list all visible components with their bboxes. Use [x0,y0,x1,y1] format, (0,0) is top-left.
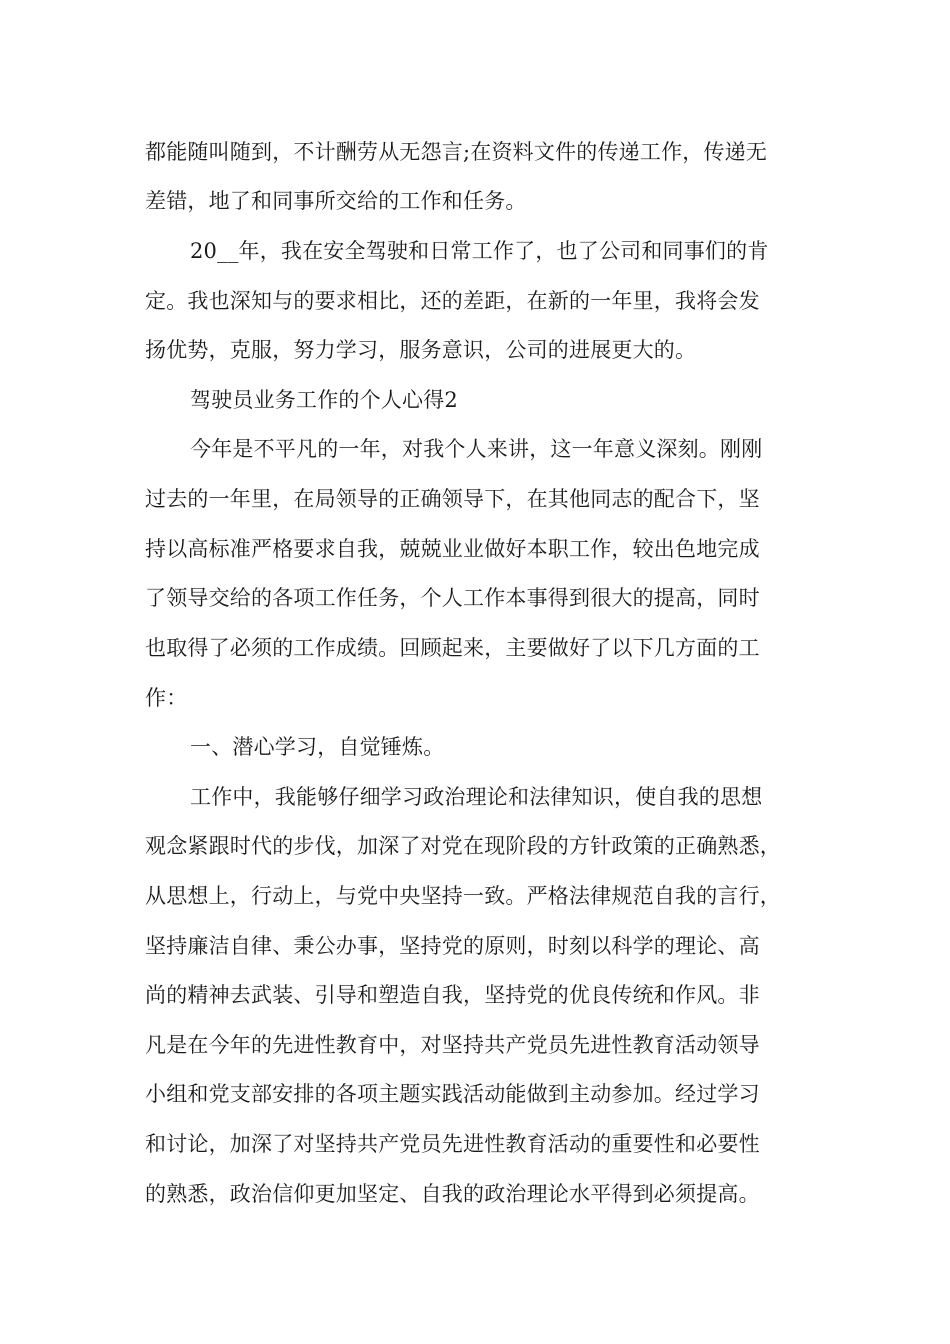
paragraph-start-line: 20__年，我在安全驾驶和日常工作了，也了公司和同事们的肯 [190,239,769,263]
text-line: 凡是在今年的先进性教育中，对坚持共产党员先进性教育活动领导 [145,1033,760,1057]
text-line: 和讨论，加深了对坚持共产党员先进性教育活动的重要性和必要性 [145,1132,760,1156]
text-line: 观念紧跟时代的步伐，加深了对党在现阶段的方针政策的正确熟悉， [145,834,781,858]
text-line: 过去的一年里，在局领导的正确领导下，在其他同志的配合下，坚 [145,487,760,511]
text-line: 从思想上，行动上，与党中央坚持一致。严格法律规范自我的言行， [145,884,781,908]
subsection-heading: 一、潜心学习，自觉锤炼。 [190,735,445,759]
text-line: 坚持廉洁自律、秉公办事，坚持党的原则，时刻以科学的理论、高 [145,934,760,958]
text-line: 了领导交给的各项工作任务，个人工作本事得到很大的提高，同时 [145,586,760,610]
text-line: 小组和党支部安排的各项主题实践活动能做到主动参加。经过学习 [145,1082,760,1106]
text-line: 作： [145,686,188,710]
text-line: 持以高标准严格要求自我，兢兢业业做好本职工作，较出色地完成 [145,537,760,561]
text-line: 也取得了必须的工作成绩。回顾起来，主要做好了以下几方面的工 [145,636,760,660]
text-line: 差错，地了和同事所交给的工作和任务。 [145,189,527,213]
text-line: 扬优势，克服，努力学习，服务意识，公司的进展更大的。 [145,338,697,362]
paragraph-start-line: 今年是不平凡的一年，对我个人来讲，这一年意义深刻。刚刚 [190,437,763,461]
text-line: 尚的精神去武装、引导和塑造自我，坚持党的优良传统和作风。非 [145,983,760,1007]
text-line: 的熟悉，政治信仰更加坚定、自我的政治理论水平得到必须提高。 [145,1182,760,1206]
paragraph-start-line: 工作中，我能够仔细学习政治理论和法律知识，使自我的思想 [190,785,763,809]
text-line: 定。我也深知与的要求相比，还的差距，在新的一年里，我将会发 [145,289,760,313]
text-line: 都能随叫随到，不计酬劳从无怨言;在资料文件的传递工作，传递无 [145,140,768,164]
section-heading: 驾驶员业务工作的个人心得2 [190,388,458,412]
